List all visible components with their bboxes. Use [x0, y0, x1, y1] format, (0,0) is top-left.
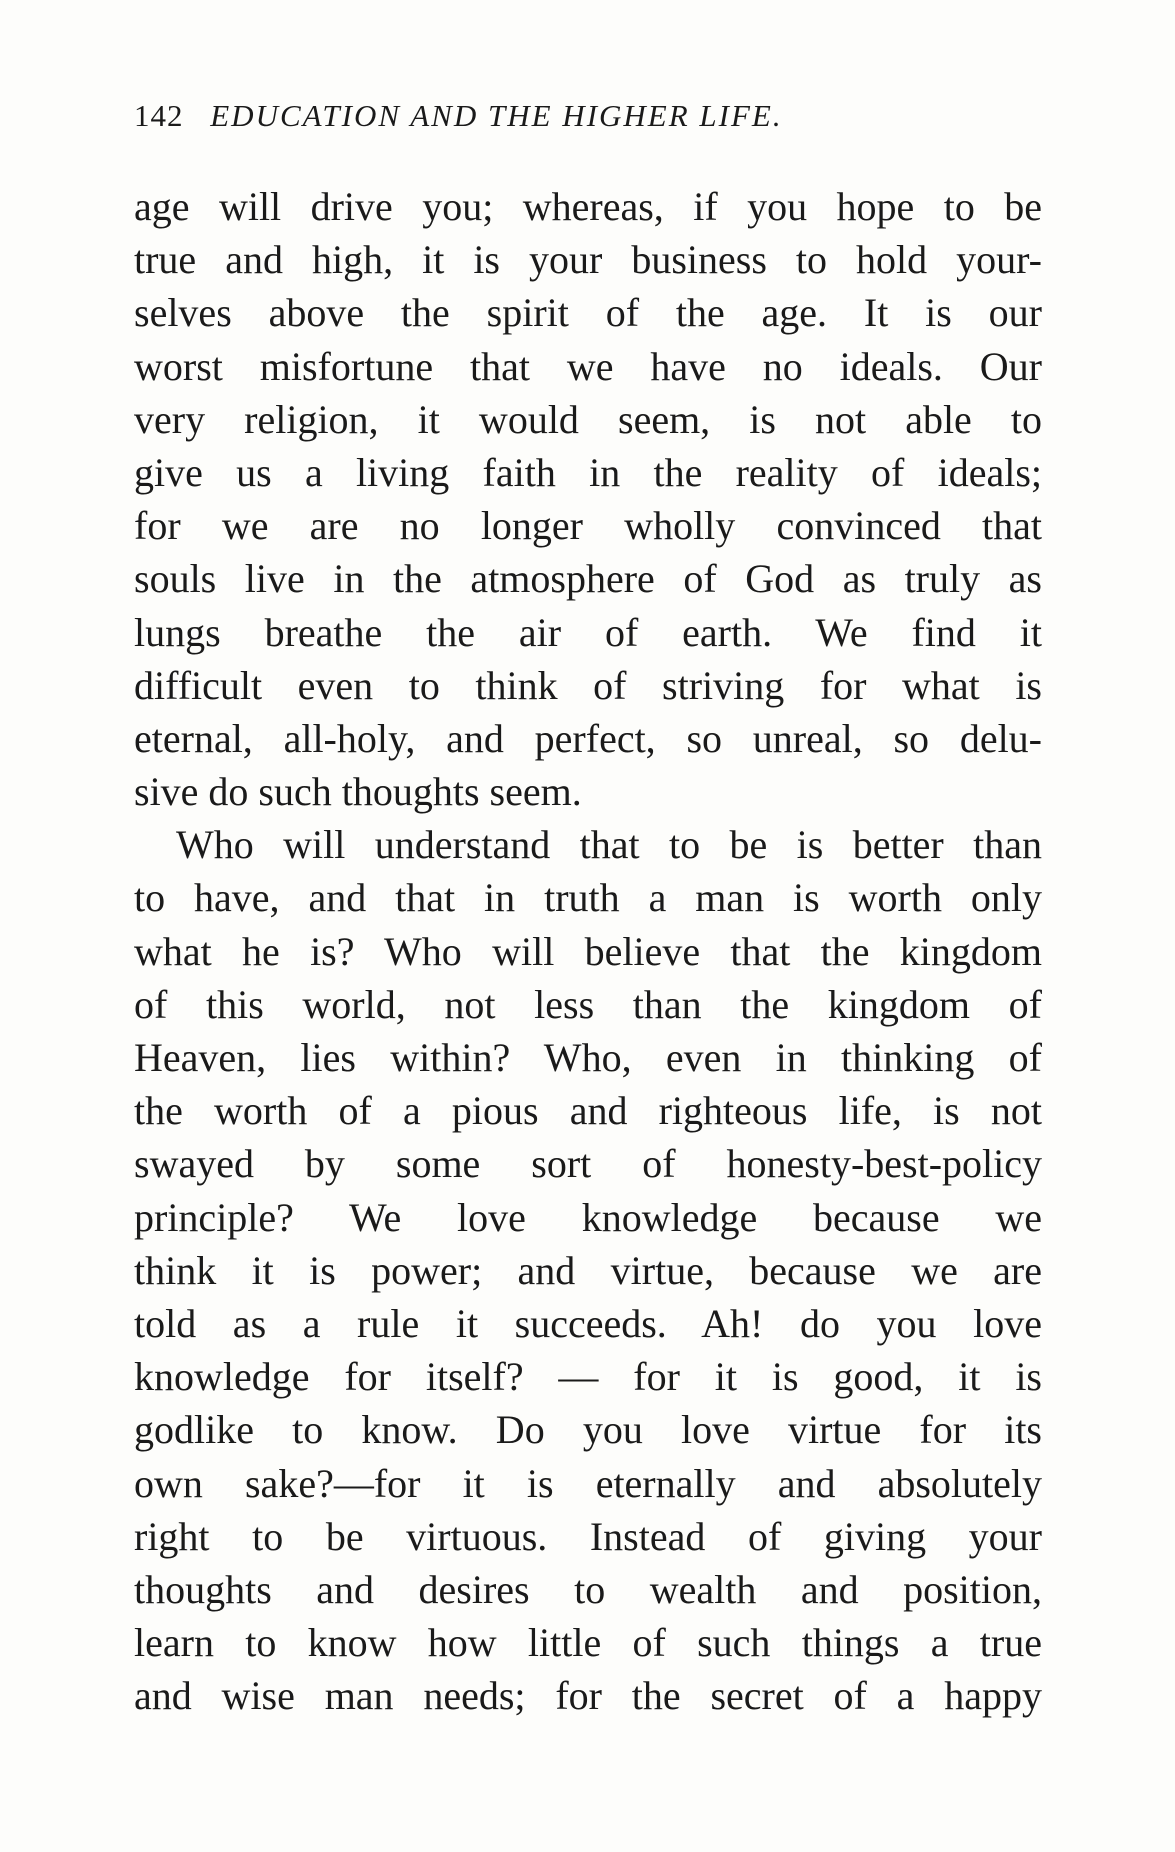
text-line: true and high, it is your business to hold your- [134, 237, 1042, 283]
text-line: swayed by some sort of honesty-best-policy [134, 1141, 1042, 1187]
text-line: think it is power; and virtue, because we are [134, 1247, 1042, 1293]
text-line: eternal, all-holy, and perfect, so unreal, so delu- [134, 715, 1042, 761]
text-line: and wise man needs; for the secret of a happy [134, 1673, 1042, 1719]
text-line: age will drive you; whereas, if you hope to be [134, 184, 1042, 229]
text-line: Heaven, lies within? Who, even in thinking of [134, 1035, 1042, 1080]
text-line: own sake?—for it is eternally and absolutely [134, 1460, 1042, 1506]
text-line: principle? We love knowledge because we [134, 1194, 1042, 1240]
running-head [134, 98, 1034, 148]
text-line: for we are no longer wholly convinced that [134, 503, 1042, 549]
paragraph-2 [134, 818, 1042, 1722]
text-line: to have, and that in truth a man is worth only [134, 875, 1042, 921]
body-text [134, 180, 1042, 1722]
text-line: worst misfortune that we have no ideals. Our [134, 343, 1042, 389]
text-line: selves above the spirit of the age. It is our [134, 290, 1042, 336]
text-line: give us a living faith in the reality of ideals; [134, 449, 1042, 495]
page-number: 142 [134, 98, 184, 133]
text-line: very religion, it would seem, is not able to [134, 396, 1042, 442]
text-line: of this world, not less than the kingdom of [134, 981, 1042, 1027]
text-line: right to be virtuous. Instead of giving your [134, 1513, 1042, 1559]
text-line: souls live in the atmosphere of God as truly as [134, 556, 1042, 602]
paragraph-1 [134, 180, 1042, 818]
text-line: what he is? Who will believe that the kingdom [134, 928, 1042, 974]
text-line: sive do such thoughts seem. [134, 769, 582, 815]
text-line: lungs breathe the air of earth. We find it [134, 609, 1042, 655]
text-line: knowledge for itself? — for it is good, it is [134, 1354, 1042, 1400]
running-title: EDUCATION AND THE HIGHER LIFE. [210, 98, 783, 133]
text-line: the worth of a pious and righteous life, is not [134, 1088, 1042, 1134]
text-line: thoughts and desires to wealth and position, [134, 1566, 1042, 1612]
text-line: difficult even to think of striving for what is [134, 662, 1042, 708]
text-line: told as a rule it succeeds. Ah! do you love [134, 1300, 1042, 1346]
text-line: Who will understand that to be is better than [176, 822, 1042, 868]
text-line: godlike to know. Do you love virtue for its [134, 1407, 1042, 1453]
text-line: learn to know how little of such things a true [134, 1620, 1042, 1666]
